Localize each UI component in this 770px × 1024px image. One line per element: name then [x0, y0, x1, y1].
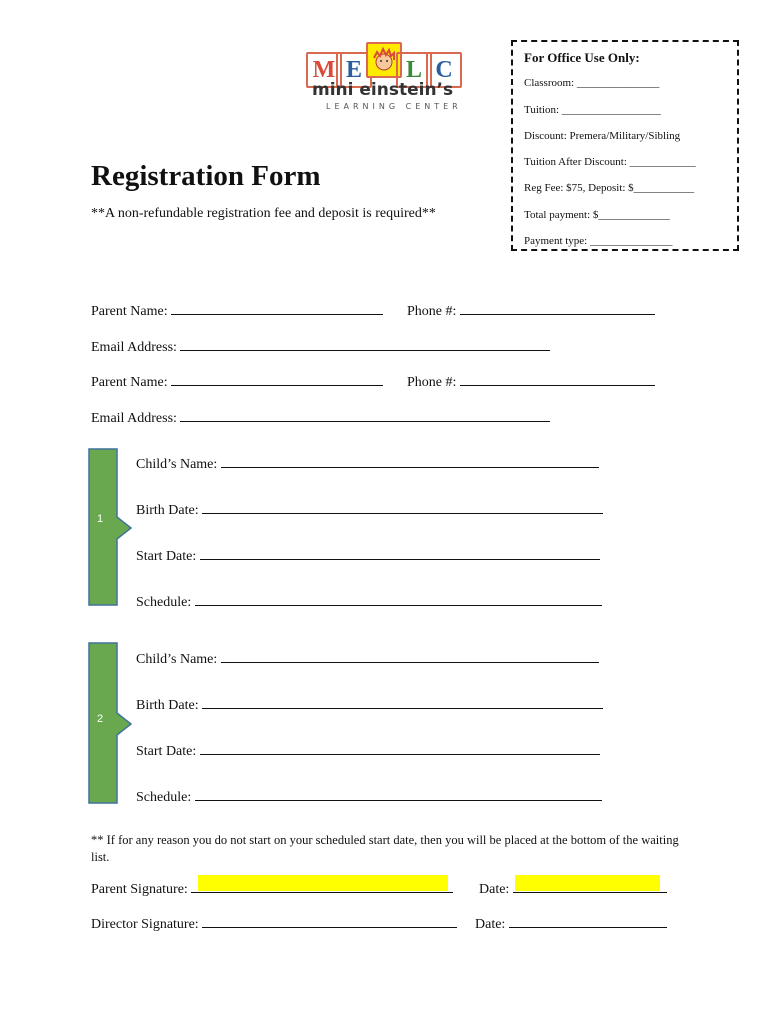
- email-field-2[interactable]: [91, 407, 550, 427]
- parent-signature-label: Parent Signature:: [91, 882, 188, 897]
- logo: [306, 42, 456, 82]
- child-1-start-date-field[interactable]: [136, 545, 600, 565]
- child-1-schedule-field[interactable]: [136, 591, 602, 611]
- logo-subtitle: LEARNING CENTER: [326, 102, 462, 111]
- parent-signature-line[interactable]: [191, 878, 453, 893]
- child-2-name-field[interactable]: [136, 648, 599, 668]
- office-use-box: [511, 40, 739, 251]
- child-2-birth-date-field[interactable]: [136, 694, 603, 714]
- schedule-label: Schedule:: [136, 595, 192, 610]
- parent-name-line[interactable]: [171, 371, 383, 386]
- email-line[interactable]: [180, 336, 550, 351]
- child-1-birth-date-field[interactable]: [136, 499, 603, 519]
- waiting-list-note: ** If for any reason you do not start on your scheduled start date, then you will be placed at the bottom of the waiting list.: [91, 833, 679, 864]
- office-title: For Office Use Only:: [524, 50, 640, 65]
- email-line[interactable]: [180, 407, 550, 422]
- child-1-number: 1: [97, 513, 104, 525]
- date-label: Date:: [475, 917, 506, 932]
- birth-date-line[interactable]: [202, 499, 603, 514]
- office-classroom[interactable]: Classroom: _______________: [524, 77, 660, 89]
- parent-name-field-1[interactable]: [91, 300, 383, 320]
- schedule-label: Schedule:: [136, 790, 192, 805]
- phone-label: Phone #:: [407, 375, 457, 390]
- logo-block-c: C: [426, 52, 462, 88]
- parent-name-label: Parent Name:: [91, 304, 168, 319]
- director-date-field[interactable]: [475, 913, 667, 933]
- schedule-line[interactable]: [195, 786, 602, 801]
- child-name-line[interactable]: [221, 453, 599, 468]
- email-label: Email Address:: [91, 340, 177, 355]
- phone-field-2[interactable]: [407, 371, 655, 391]
- email-field-1[interactable]: [91, 336, 550, 356]
- director-date-line[interactable]: [509, 913, 667, 928]
- director-signature-line[interactable]: [202, 913, 457, 928]
- child-name-label: Child’s Name:: [136, 652, 218, 667]
- child-name-line[interactable]: [221, 648, 599, 663]
- start-date-line[interactable]: [200, 545, 600, 560]
- parent-name-label: Parent Name:: [91, 375, 168, 390]
- page-subtitle: **A non-refundable registration fee and deposit is required**: [91, 206, 436, 221]
- child-1-name-field[interactable]: [136, 453, 599, 473]
- date-label: Date:: [479, 882, 510, 897]
- logo-block-e: E: [336, 52, 372, 88]
- child-1-arrow-icon: [88, 448, 134, 608]
- child-2-arrow-icon: [88, 642, 134, 806]
- start-date-label: Start Date:: [136, 744, 197, 759]
- director-signature-label: Director Signature:: [91, 917, 199, 932]
- email-label: Email Address:: [91, 411, 177, 426]
- phone-label: Phone #:: [407, 304, 457, 319]
- schedule-line[interactable]: [195, 591, 602, 606]
- logo-name: mini einstein’s: [312, 80, 454, 100]
- office-total-payment[interactable]: Total payment: $_____________: [524, 209, 670, 221]
- phone-line[interactable]: [460, 300, 655, 315]
- phone-line[interactable]: [460, 371, 655, 386]
- parent-signature-field[interactable]: [91, 878, 453, 898]
- birth-date-line[interactable]: [202, 694, 603, 709]
- parent-name-line[interactable]: [171, 300, 383, 315]
- birth-date-label: Birth Date:: [136, 698, 199, 713]
- parent-name-field-2[interactable]: [91, 371, 383, 391]
- logo-block-l: L: [396, 52, 432, 88]
- child-2-schedule-field[interactable]: [136, 786, 602, 806]
- parent-date-line[interactable]: [513, 878, 667, 893]
- office-tuition[interactable]: Tuition: __________________: [524, 104, 661, 116]
- child-2-number: 2: [97, 713, 104, 725]
- start-date-line[interactable]: [200, 740, 600, 755]
- logo-block-m: M: [306, 52, 342, 88]
- parent-date-field[interactable]: [479, 878, 667, 898]
- birth-date-label: Birth Date:: [136, 503, 199, 518]
- child-2-start-date-field[interactable]: [136, 740, 600, 760]
- office-payment-type[interactable]: Payment type: _______________: [524, 235, 673, 247]
- page-title: Registration Form: [91, 160, 321, 192]
- director-signature-field[interactable]: [91, 913, 457, 933]
- start-date-label: Start Date:: [136, 549, 197, 564]
- office-discount[interactable]: Discount: Premera/Military/Sibling: [524, 130, 681, 142]
- child-name-label: Child’s Name:: [136, 457, 218, 472]
- office-tuition-after-discount[interactable]: Tuition After Discount: ____________: [524, 156, 696, 168]
- office-reg-fee[interactable]: Reg Fee: $75, Deposit: $___________: [524, 182, 695, 194]
- phone-field-1[interactable]: [407, 300, 655, 320]
